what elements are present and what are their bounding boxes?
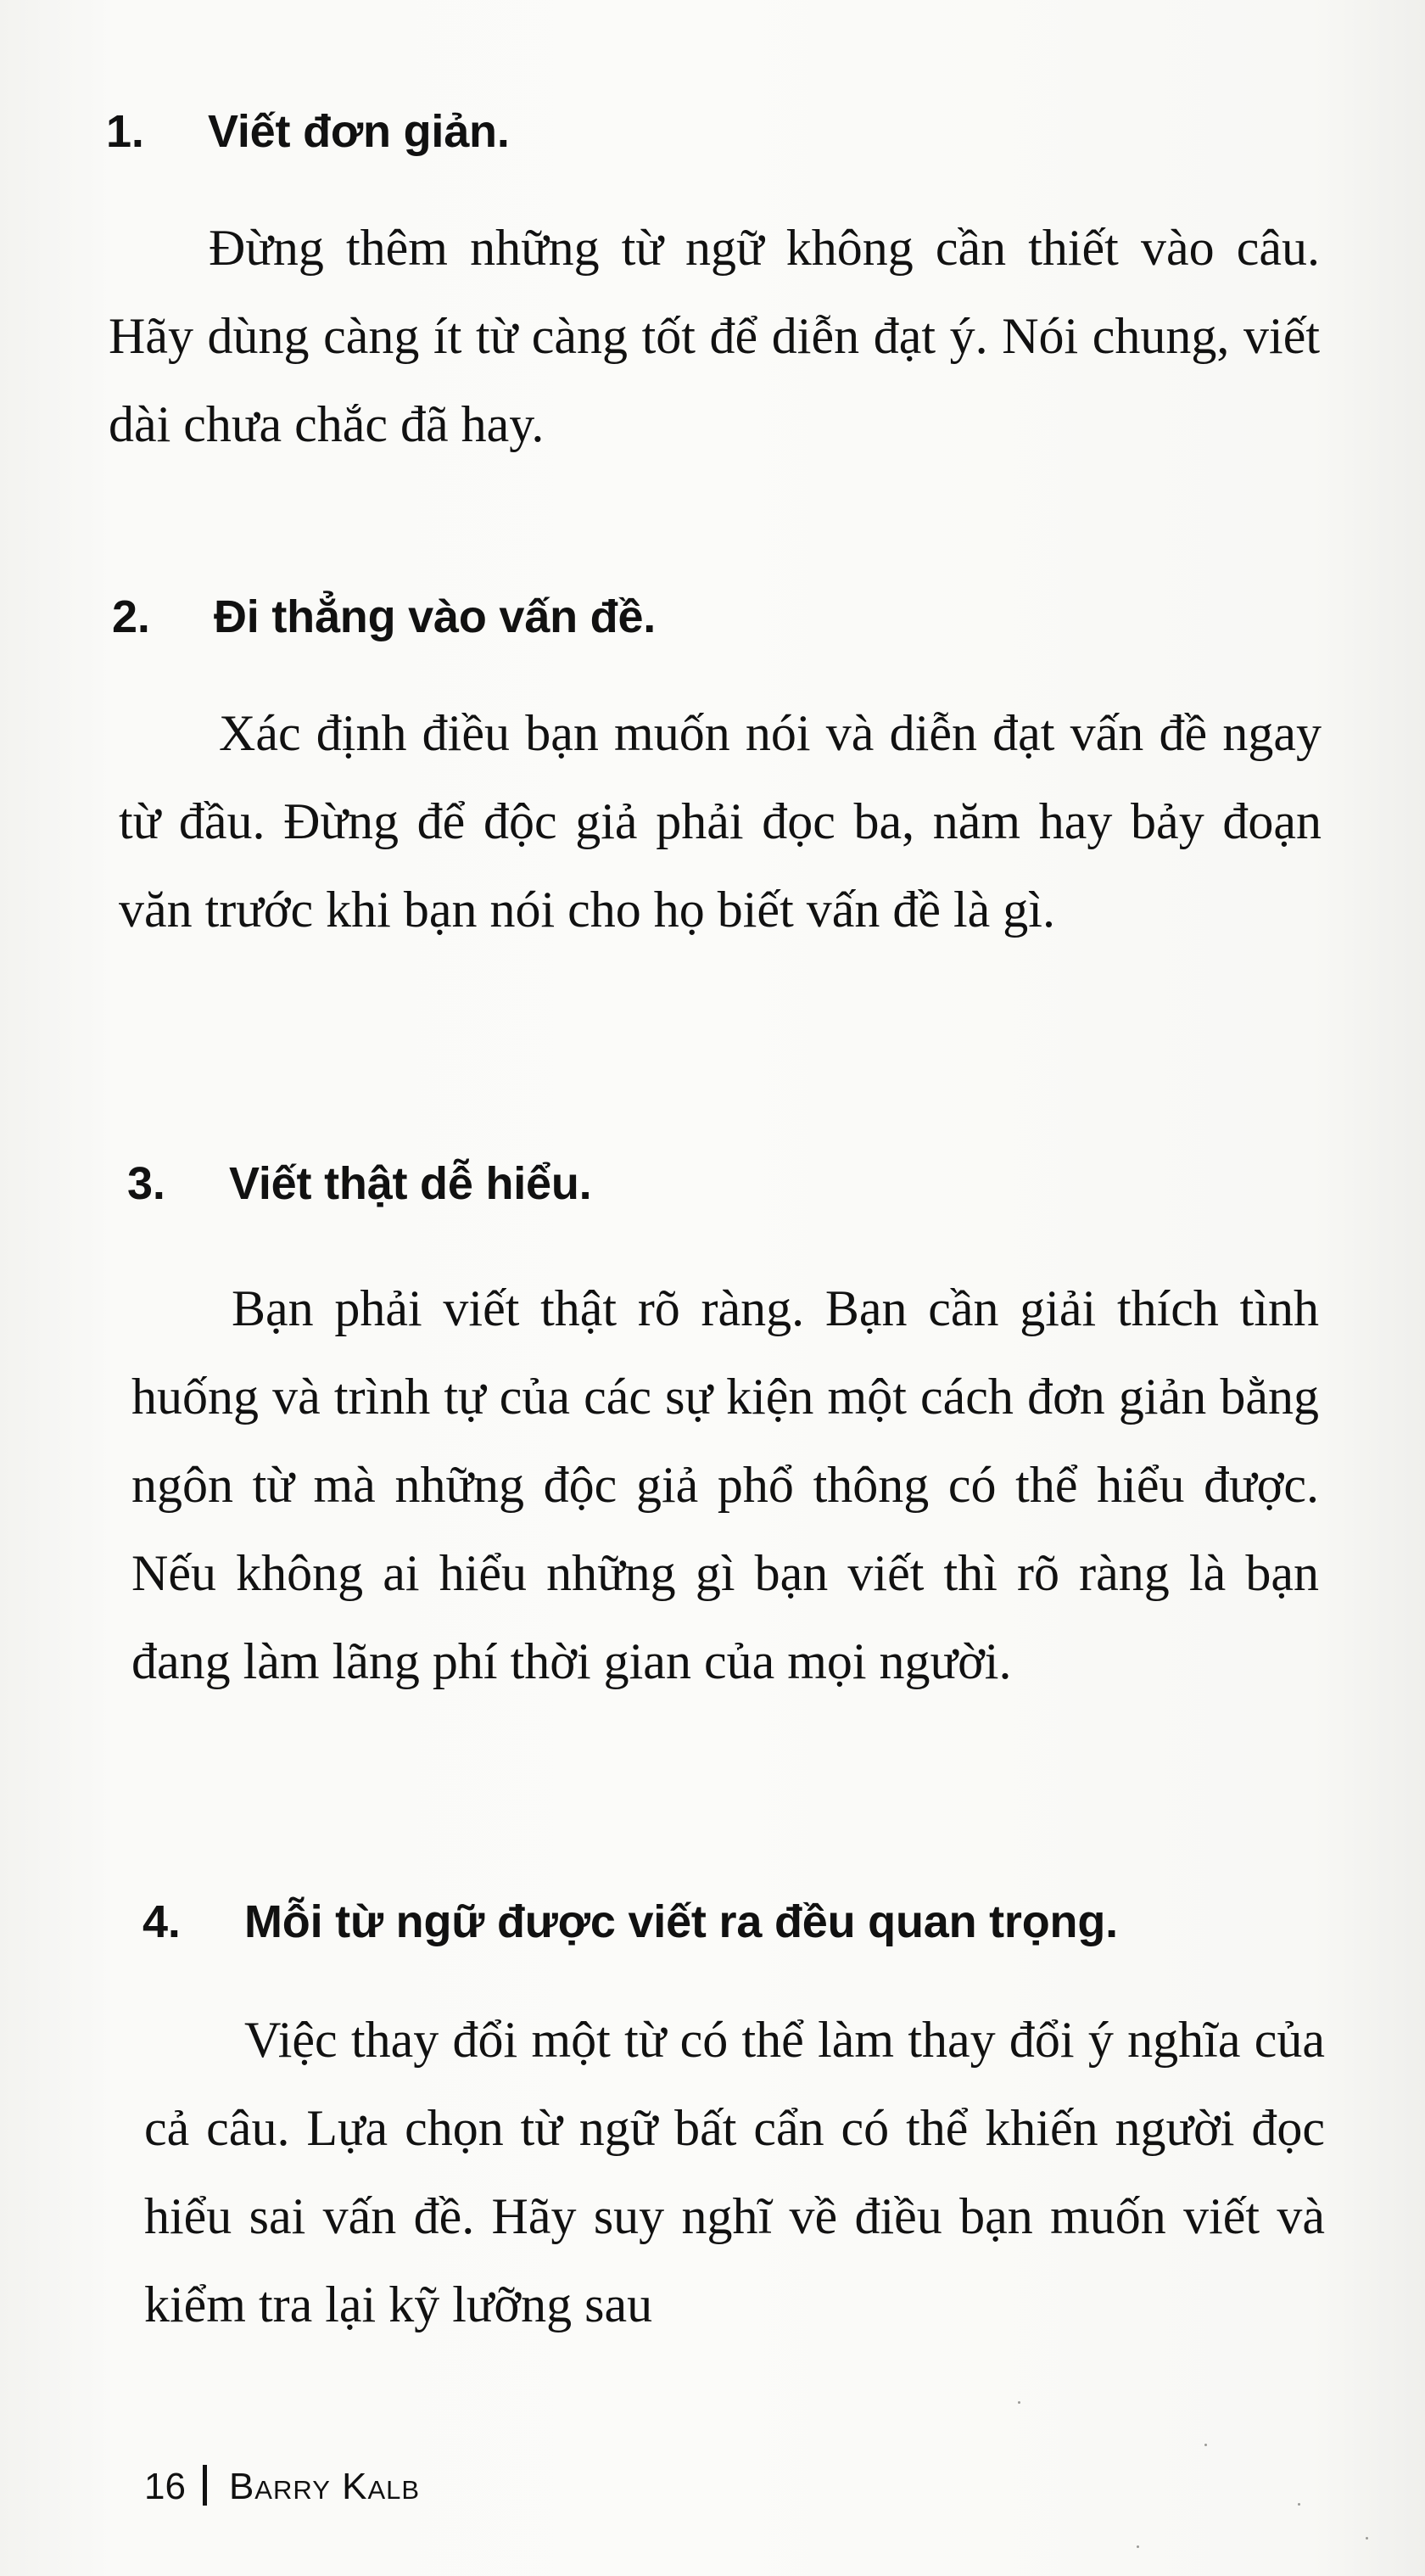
section-title: Viết thật dễ hiểu. bbox=[229, 1158, 592, 1209]
section-number: 4. bbox=[142, 1896, 181, 1947]
section-body bbox=[109, 204, 1320, 468]
section-title: Mỗi từ ngữ được viết ra đều quan trọng. bbox=[244, 1896, 1118, 1947]
section-heading bbox=[127, 1158, 592, 1209]
section-body-text: Việc thay đổi một từ có thể làm thay đổi ý nghĩa của cả câu. Lựa chọn từ ngữ bất cẩn có thể khiến người đọc hiểu sai vấn đề. Hãy suy nghĩ về điều bạn muốn viết và kiểm tra lại kỹ lưỡng sau bbox=[144, 2012, 1325, 2332]
section-title: Viết đơn giản. bbox=[208, 106, 510, 157]
scan-speck bbox=[1366, 2537, 1368, 2540]
section-body bbox=[144, 1996, 1325, 2349]
section-body bbox=[119, 689, 1322, 954]
section-body-text: Xác định điều bạn muốn nói và diễn đạt vấn đề ngay từ đầu. Đừng để độc giả phải đọc ba, năm hay bảy đoạn văn trước khi bạn nói cho họ biết vấn đề là gì. bbox=[119, 705, 1322, 938]
section-body-text: Bạn phải viết thật rõ ràng. Bạn cần giải thích tình huống và trình tự của các sự kiện một cách đơn giản bằng ngôn từ mà những độc giả phổ thông có thể hiểu được. Nếu không ai hiểu những gì bạn viết thì rõ ràng là bạn đang làm lãng phí thời gian của mọi người. bbox=[131, 1280, 1319, 1689]
scan-speck bbox=[1018, 2401, 1020, 2404]
footer-separator bbox=[203, 2465, 207, 2506]
page-footer bbox=[144, 2465, 420, 2506]
section-heading bbox=[112, 591, 657, 642]
scan-speck bbox=[1137, 2545, 1139, 2548]
section-number: 2. bbox=[112, 591, 150, 642]
section-heading bbox=[106, 106, 510, 157]
section-body bbox=[131, 1264, 1319, 1705]
section-title: Đi thẳng vào vấn đề. bbox=[214, 591, 657, 642]
scan-speck bbox=[1298, 2503, 1300, 2506]
page-number: 16 bbox=[144, 2466, 186, 2507]
section-number: 1. bbox=[106, 106, 144, 157]
section-number: 3. bbox=[127, 1158, 165, 1209]
author-name: Barry Kalb bbox=[228, 2466, 421, 2507]
scan-speck bbox=[1204, 2444, 1207, 2446]
section-heading bbox=[142, 1896, 1118, 1947]
section-body-text: Đừng thêm những từ ngữ không cần thiết vào câu. Hãy dùng càng ít từ càng tốt để diễn đạt ý. Nói chung, viết dài chưa chắc đã hay. bbox=[109, 220, 1320, 452]
